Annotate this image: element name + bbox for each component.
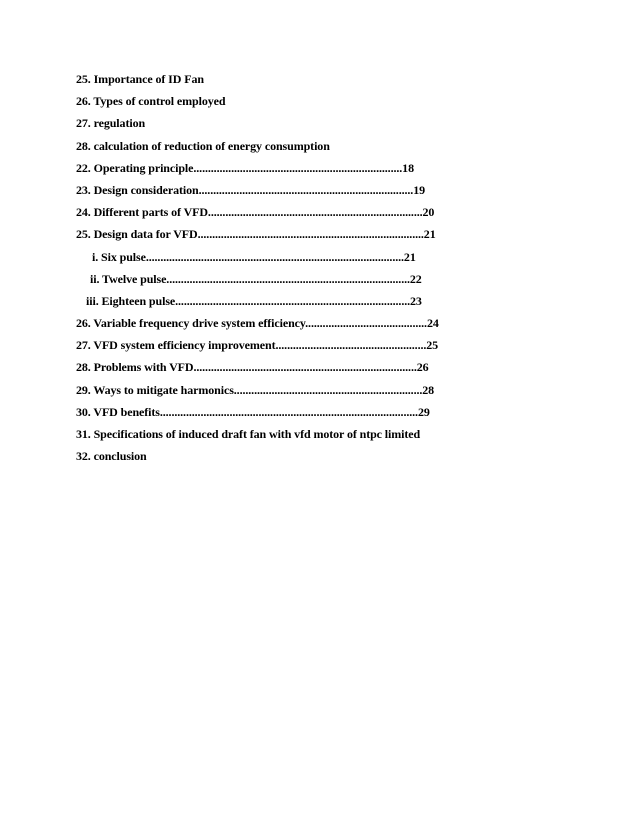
toc-entry-vfd-system-efficiency: 26. Variable frequency drive system efficiency..........................................24 [76, 316, 439, 331]
toc-entry-efficiency-improvement: 27. VFD system efficiency improvement....................................................25 [76, 338, 439, 353]
toc-entry-different-parts-vfd: 24. Different parts of VFD..........................................................................20 [76, 205, 435, 220]
toc-entry-specifications: 31. Specifications of induced draft fan with vfd motor of ntpc limited [76, 427, 421, 441]
toc-entry-design-data-vfd: 25. Design data for VFD..............................................................................21 [76, 227, 436, 242]
toc-entry-problems-vfd: 28. Problems with VFD.............................................................................26 [76, 360, 429, 375]
toc-entry-twelve-pulse: ii. Twelve pulse....................................................................................22 [90, 271, 422, 286]
toc-entry-regulation: 27. regulation [76, 116, 146, 131]
table-of-contents [76, 72, 476, 471]
toc-entry-types-of-control: 26. Types of control employed [76, 94, 226, 109]
toc-entry-design-consideration: 23. Design consideration..........................................................................19 [76, 182, 426, 197]
toc-entry-six-pulse: i. Six pulse.........................................................................................21 [92, 249, 416, 264]
toc-entry-importance-id-fan: 25. Importance of ID Fan [76, 72, 204, 86]
toc-entry-conclusion: 32. conclusion [76, 449, 147, 464]
toc-entry-vfd-benefits: 30. VFD benefits.........................................................................................29 [76, 404, 430, 419]
toc-entry-mitigate-harmonics: 29. Ways to mitigate harmonics.................................................................28 [76, 382, 435, 397]
toc-entry-operating-principle: 22. Operating principle........................................................................18 [76, 160, 414, 175]
toc-entry-eighteen-pulse: iii. Eighteen pulse.................................................................................23 [86, 293, 422, 308]
toc-entry-calculation-energy: 28. calculation of reduction of energy consumption [76, 138, 330, 153]
